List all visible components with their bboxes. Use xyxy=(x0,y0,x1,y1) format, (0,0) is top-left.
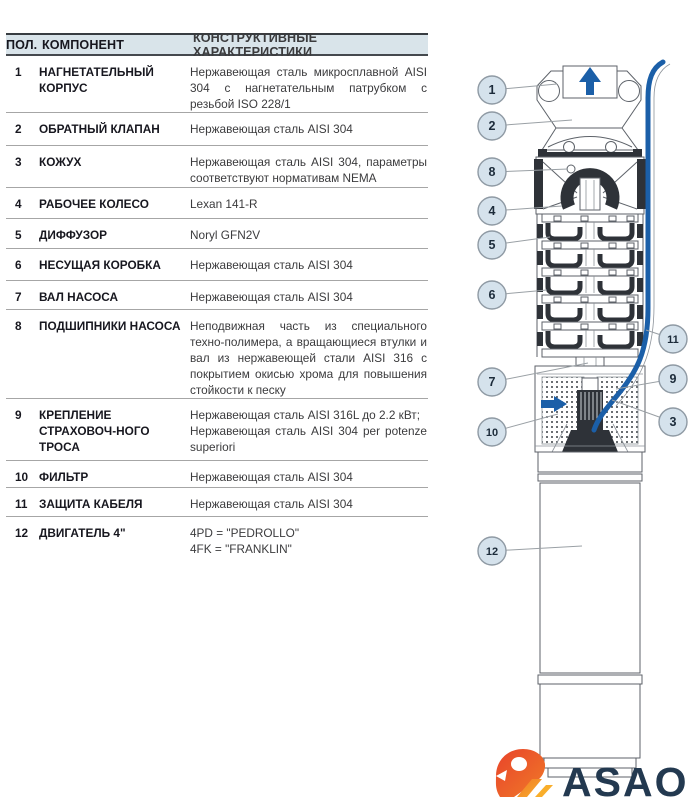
spec-line: Нержавеющая сталь микросплавной AISI 304 с нагнетательным патрубком с резьбой ISO 228/1 xyxy=(190,65,427,112)
spec-line: Noryl GFN2V xyxy=(190,228,261,243)
cell-specs xyxy=(190,469,428,487)
table-row xyxy=(6,113,428,146)
pump-stage xyxy=(537,268,643,293)
bearing-section xyxy=(534,157,646,214)
table-row xyxy=(6,219,428,249)
callout-number: 11 xyxy=(667,334,679,347)
cell-position: 5 xyxy=(15,228,22,243)
spec-line: Нержавеющая сталь AISI 304 xyxy=(190,470,353,485)
motor-body xyxy=(538,452,642,777)
pump-stage xyxy=(537,214,643,239)
cell-component: ВАЛ НАСОСА xyxy=(39,290,119,305)
table-row xyxy=(6,249,428,281)
cell-component: ФИЛЬТР xyxy=(39,470,89,485)
callout-number: 1 xyxy=(488,83,496,98)
callout-number: 8 xyxy=(488,165,496,180)
cell-position: 11 xyxy=(15,497,28,512)
pump-cross-section-diagram xyxy=(430,0,694,800)
callout-number: 12 xyxy=(485,546,499,559)
spec-line: Нержавеющая сталь AISI 304 xyxy=(190,497,353,512)
table-row xyxy=(6,399,428,461)
table-row xyxy=(6,56,428,113)
pump-stage xyxy=(537,322,643,347)
callout-number: 6 xyxy=(488,288,496,303)
cell-specs xyxy=(190,196,428,218)
cell-specs xyxy=(190,257,428,280)
table-row xyxy=(6,517,428,574)
pump-stage xyxy=(537,295,643,320)
logo-swoosh-icon xyxy=(496,749,553,797)
cell-position: 6 xyxy=(15,258,22,273)
table-row xyxy=(6,281,428,310)
table-row xyxy=(6,461,428,488)
cell-specs xyxy=(190,496,428,516)
cell-specs xyxy=(190,121,428,145)
cell-specs xyxy=(190,318,428,398)
cell-specs xyxy=(190,289,428,309)
cell-specs xyxy=(190,64,428,112)
spec-line: Нержавеющая сталь AISI 304 per potenze superiori xyxy=(190,424,427,455)
callout-number: 9 xyxy=(669,372,677,387)
table-row xyxy=(6,488,428,517)
cell-specs xyxy=(190,525,428,574)
table-header-row xyxy=(6,30,428,59)
spec-line: Нержавеющая сталь AISI 304 xyxy=(190,258,353,273)
header-specs: КОНСТРУКТИВНЫЕ ХАРАКТЕРИСТИКИ xyxy=(193,30,318,59)
pump-stages xyxy=(537,214,643,357)
cell-specs xyxy=(190,407,428,460)
spec-line: 4FK = "FRANKLIN" xyxy=(190,542,292,557)
cell-position: 10 xyxy=(15,470,29,485)
cell-component: ДВИГАТЕЛЬ 4" xyxy=(39,526,126,541)
cell-component: НАГНЕТАТЕЛЬНЫЙ КОРПУС xyxy=(39,65,154,96)
cell-position: 7 xyxy=(15,290,22,305)
cell-component: ОБРАТНЫЙ КЛАПАН xyxy=(39,122,160,137)
spec-line: Нержавеющая сталь AISI 316L до 2.2 кВт; xyxy=(190,408,420,423)
spec-line: Lexan 141-R xyxy=(190,197,258,212)
bottom-diffuser-plate xyxy=(542,349,638,357)
callout-number: 5 xyxy=(488,238,496,253)
check-valve xyxy=(538,128,642,160)
spec-line: Неподвижная часть из специального техно-полимера, а вращающиеся втулки и вал из нержавеющей стали AISI 316 с покрытием окисью хрома для повышения стойкости к песку xyxy=(190,319,427,398)
spec-line: Нержавеющая сталь AISI 304, параметры соответствуют нормативам NEMA xyxy=(190,155,427,186)
cell-specs xyxy=(190,227,428,248)
spec-line: Нержавеющая сталь AISI 304 xyxy=(190,290,353,305)
header-pos: ПОЛ. xyxy=(6,37,38,52)
cell-position: 1 xyxy=(15,65,22,79)
cell-component: ЗАЩИТА КАБЕЛЯ xyxy=(39,497,143,512)
callout-number: 3 xyxy=(669,415,677,430)
pump-stage xyxy=(537,241,643,266)
cell-position: 2 xyxy=(15,122,22,137)
callout-number: 10 xyxy=(485,427,499,440)
cell-component: КОЖУХ xyxy=(39,155,82,170)
callout-11 xyxy=(646,325,687,353)
cell-position: 12 xyxy=(15,526,29,541)
bearing-bush xyxy=(567,165,575,173)
callout-number: 4 xyxy=(488,204,496,219)
table-row xyxy=(6,310,428,399)
cell-position: 4 xyxy=(15,197,22,212)
component-spec-table xyxy=(6,30,428,574)
discharge-head xyxy=(537,66,641,128)
cell-specs xyxy=(190,154,428,187)
cell-component: РАБОЧЕЕ КОЛЕСО xyxy=(39,197,149,212)
spec-line: 4PD = "PEDROLLO" xyxy=(190,526,300,541)
header-component: КОМПОНЕНТ xyxy=(42,37,125,52)
callout-number: 7 xyxy=(488,375,496,390)
cell-component: НЕСУЩАЯ КОРОБКА xyxy=(39,258,161,273)
cell-component: КРЕПЛЕНИЕ СТРАХОВОЧ-НОГО ТРОСА xyxy=(39,408,150,455)
cell-component: ПОДШИПНИКИ НАСОСА xyxy=(39,319,181,334)
callout-number: 2 xyxy=(488,119,496,134)
table-body xyxy=(6,56,428,574)
spec-line: Нержавеющая сталь AISI 304 xyxy=(190,122,353,137)
cell-component: ДИФФУЗОР xyxy=(39,228,108,243)
logo-wordmark: ASAO xyxy=(562,759,689,800)
cell-position: 3 xyxy=(15,155,22,170)
table-row xyxy=(6,146,428,188)
cell-position: 9 xyxy=(15,408,22,423)
table-row xyxy=(6,188,428,219)
asao-logo xyxy=(486,740,694,800)
cell-position: 8 xyxy=(15,319,22,334)
